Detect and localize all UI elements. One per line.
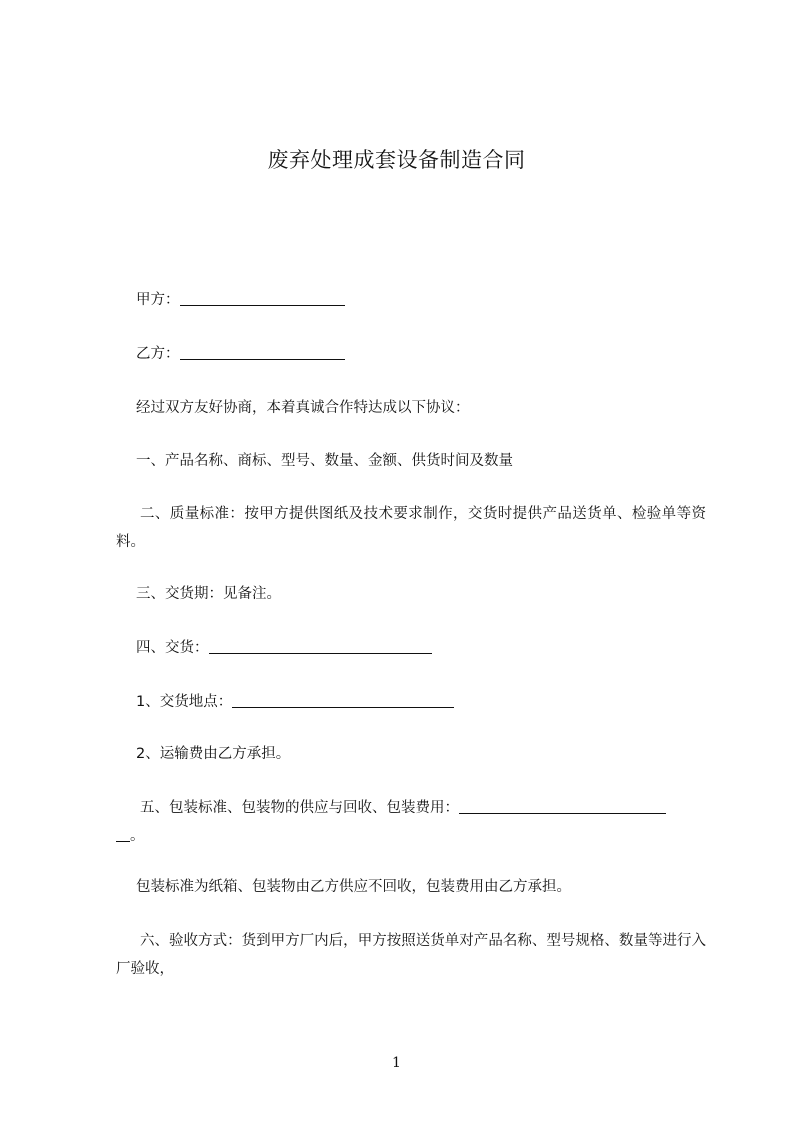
clause-4-blank bbox=[209, 637, 432, 654]
clause-1: 一、产品名称、商标、型号、数量、金额、供货时间及数量 bbox=[136, 453, 513, 469]
party-b-line bbox=[136, 340, 345, 368]
party-a-label: 甲方： bbox=[136, 292, 180, 308]
clause-6: 六、验收方式：货到甲方厂内后，甲方按照送货单对产品名称、型号规格、数量等进行入厂验收， bbox=[116, 933, 706, 977]
clause-4-line bbox=[136, 634, 432, 662]
clause-5-end: 。 bbox=[130, 828, 145, 844]
clause-4-label: 四、交货： bbox=[136, 640, 209, 656]
page-number: 1 bbox=[392, 1055, 401, 1071]
party-b-label: 乙方： bbox=[136, 346, 180, 362]
clause-5-line bbox=[140, 794, 666, 822]
clause-4-1-line bbox=[136, 688, 454, 716]
party-a-line bbox=[136, 286, 345, 314]
clause-3: 三、交货期：见备注。 bbox=[136, 586, 281, 602]
party-b-blank bbox=[180, 343, 345, 360]
clause-5-blank-continued bbox=[116, 825, 130, 842]
clause-4-1-label: 1、交货地点： bbox=[136, 694, 233, 710]
clause-2: 二、质量标准：按甲方提供图纸及技术要求制作，交货时提供产品送货单、检验单等资料。 bbox=[116, 506, 706, 550]
document-title: 废弃处理成套设备制造合同 bbox=[267, 148, 526, 172]
clause-5-continuation bbox=[116, 822, 145, 850]
intro-paragraph: 经过双方友好协商，本着真诚合作特达成以下协议： bbox=[136, 400, 470, 416]
delivery-location-blank bbox=[232, 691, 454, 708]
packaging-note: 包装标准为纸箱、包装物由乙方供应不回收，包装费用由乙方承担。 bbox=[136, 879, 571, 895]
clause-4-2: 2、运输费由乙方承担。 bbox=[136, 746, 291, 762]
clause-5-label: 五、包装标准、包装物的供应与回收、包装费用： bbox=[140, 800, 459, 816]
clause-5-blank bbox=[459, 797, 666, 814]
party-a-blank bbox=[180, 289, 345, 306]
